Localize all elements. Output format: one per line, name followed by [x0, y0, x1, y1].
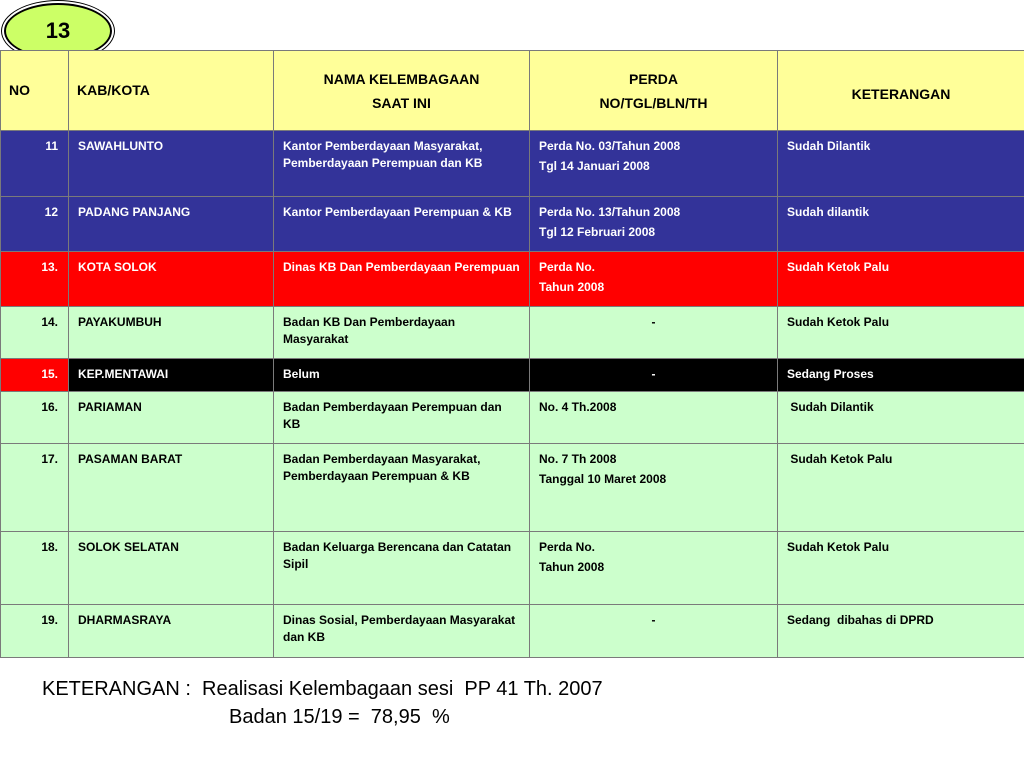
cell-kab: SOLOK SELATAN — [69, 532, 274, 605]
cell-nama: Dinas KB Dan Pemberdayaan Perempuan — [274, 252, 530, 307]
cell-kab: DHARMASRAYA — [69, 605, 274, 658]
cell-perda: Perda No. 13/Tahun 2008 Tgl 12 Februari 2008 — [530, 197, 778, 252]
cell-no: 17. — [1, 444, 69, 532]
table-row — [1, 444, 1024, 532]
cell-kab: PASAMAN BARAT — [69, 444, 274, 532]
cell-kab: PADANG PANJANG — [69, 197, 274, 252]
table-row — [1, 532, 1024, 605]
header-row — [1, 51, 1024, 131]
kelembagaan-table — [0, 50, 1024, 658]
table-row — [1, 197, 1024, 252]
cell-no: 13. — [1, 252, 69, 307]
cell-nama: Badan Pemberdayaan Masyarakat, Pemberdayaan Perempuan & KB — [274, 444, 530, 532]
cell-perda: - — [530, 605, 778, 658]
cell-perda: No. 7 Th 2008 Tanggal 10 Maret 2008 — [530, 444, 778, 532]
cell-no: 11 — [1, 131, 69, 197]
cell-keterangan: Sedang dibahas di DPRD — [778, 605, 1024, 658]
table-row — [1, 307, 1024, 359]
cell-perda: Perda No. Tahun 2008 — [530, 532, 778, 605]
cell-kab: KOTA SOLOK — [69, 252, 274, 307]
header-no: NO — [1, 51, 69, 131]
cell-perda: Perda No. 03/Tahun 2008 Tgl 14 Januari 2008 — [530, 131, 778, 197]
cell-nama: Kantor Pemberdayaan Perempuan & KB — [274, 197, 530, 252]
cell-nama: Badan KB Dan Pemberdayaan Masyarakat — [274, 307, 530, 359]
cell-no: 14. — [1, 307, 69, 359]
cell-perda: Perda No. Tahun 2008 — [530, 252, 778, 307]
header-nama-kelembagaan: NAMA KELEMBAGAAN SAAT INI — [274, 51, 530, 131]
footnote-line-2: Badan 15/19 = 78,95 % — [229, 706, 450, 728]
header-keterangan: KETERANGAN — [778, 51, 1024, 131]
table-row — [1, 131, 1024, 197]
table-row — [1, 605, 1024, 658]
table-row — [1, 252, 1024, 307]
cell-kab: KEP.MENTAWAI — [69, 359, 274, 392]
cell-keterangan: Sudah Dilantik — [778, 392, 1024, 444]
cell-no: 15. — [1, 359, 69, 392]
table-row — [1, 392, 1024, 444]
cell-no: 19. — [1, 605, 69, 658]
cell-nama: Kantor Pemberdayaan Masyarakat, Pemberdayaan Perempuan dan KB — [274, 131, 530, 197]
cell-perda: No. 4 Th.2008 — [530, 392, 778, 444]
cell-kab: PARIAMAN — [69, 392, 274, 444]
cell-no: 12 — [1, 197, 69, 252]
cell-keterangan: Sudah Ketok Palu — [778, 307, 1024, 359]
cell-keterangan: Sudah Ketok Palu — [778, 532, 1024, 605]
cell-kab: SAWAHLUNTO — [69, 131, 274, 197]
cell-keterangan: Sudah Dilantik — [778, 131, 1024, 197]
cell-kab: PAYAKUMBUH — [69, 307, 274, 359]
footnote — [42, 675, 603, 731]
cell-keterangan: Sudah Ketok Palu — [778, 252, 1024, 307]
cell-no: 16. — [1, 392, 69, 444]
cell-perda: - — [530, 307, 778, 359]
header-perda: PERDA NO/TGL/BLN/TH — [530, 51, 778, 131]
cell-keterangan: Sudah dilantik — [778, 197, 1024, 252]
slide-number: 13 — [45, 18, 71, 43]
cell-keterangan: Sudah Ketok Palu — [778, 444, 1024, 532]
cell-nama: Badan Pemberdayaan Perempuan dan KB — [274, 392, 530, 444]
header-kab-kota: KAB/KOTA — [69, 51, 274, 131]
footnote-line-1: KETERANGAN : Realisasi Kelembagaan sesi PP 41 Th. 2007 — [42, 678, 603, 700]
cell-perda: - — [530, 359, 778, 392]
cell-nama: Badan Keluarga Berencana dan Catatan Sipil — [274, 532, 530, 605]
cell-nama: Dinas Sosial, Pemberdayaan Masyarakat dan KB — [274, 605, 530, 658]
cell-keterangan: Sedang Proses — [778, 359, 1024, 392]
cell-nama: Belum — [274, 359, 530, 392]
table-row — [1, 359, 1024, 392]
cell-no: 18. — [1, 532, 69, 605]
